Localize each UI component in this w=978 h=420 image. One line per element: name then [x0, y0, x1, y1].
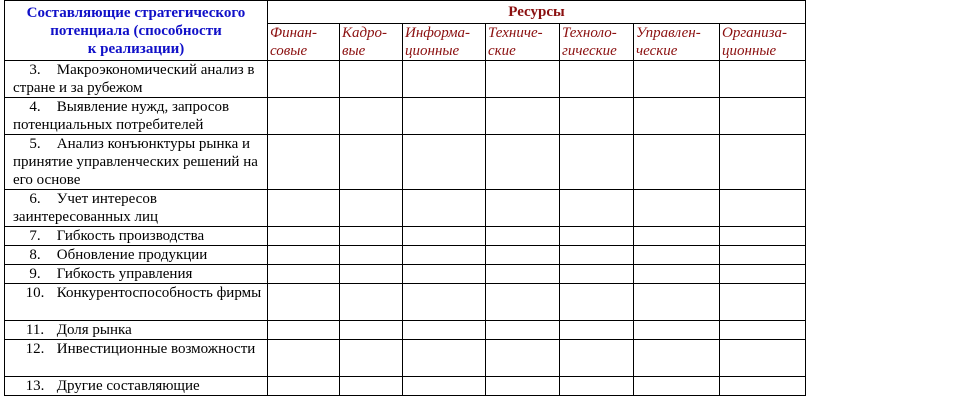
table-cell — [720, 284, 806, 321]
table-cell — [486, 135, 560, 190]
table-cell — [268, 265, 340, 284]
table-cell — [403, 246, 486, 265]
components-header-line1: Составляющие стратегического — [26, 4, 246, 21]
table-cell — [486, 284, 560, 321]
table-row — [5, 246, 806, 265]
table-cell — [486, 98, 560, 135]
table-cell — [560, 340, 634, 377]
table-cell — [403, 61, 486, 98]
resource-technological: Техноло- гические — [560, 24, 634, 61]
table-cell — [486, 321, 560, 340]
table-cell — [403, 98, 486, 135]
table-cell — [268, 227, 340, 246]
table-cell — [403, 227, 486, 246]
resource-information: Информа- ционные — [403, 24, 486, 61]
table-cell — [268, 190, 340, 227]
table-cell — [560, 227, 634, 246]
table-cell — [720, 340, 806, 377]
components-header — [5, 1, 268, 61]
table-cell — [720, 135, 806, 190]
components-header-line3: к реализации) — [87, 40, 185, 57]
table-cell — [560, 61, 634, 98]
table-cell — [268, 340, 340, 377]
table-cell — [486, 340, 560, 377]
table-cell — [268, 98, 340, 135]
table-cell — [720, 227, 806, 246]
table-cell — [340, 284, 403, 321]
row-label: 4. Выявление нужд, запросов потенциальных потребителей — [5, 98, 268, 135]
table-cell — [268, 284, 340, 321]
row-label: 6. Учет интересов заинтересованных лиц — [5, 190, 268, 227]
table-row — [5, 61, 806, 98]
table-cell — [560, 190, 634, 227]
table-cell — [720, 377, 806, 396]
table-cell — [634, 377, 720, 396]
resource-personnel: Кадро- вые — [340, 24, 403, 61]
table-row — [5, 284, 806, 321]
table-cell — [486, 190, 560, 227]
resource-technical: Техниче- ские — [486, 24, 560, 61]
resource-financial: Финан- совые — [268, 24, 340, 61]
table-cell — [560, 246, 634, 265]
table-cell — [720, 190, 806, 227]
table-cell — [340, 377, 403, 396]
table-cell — [403, 190, 486, 227]
table-cell — [634, 246, 720, 265]
table-row — [5, 135, 806, 190]
row-label: 13. Другие составляющие — [5, 377, 268, 396]
table-row — [5, 321, 806, 340]
table-cell — [340, 135, 403, 190]
table-cell — [486, 265, 560, 284]
table-cell — [486, 246, 560, 265]
table-cell — [268, 377, 340, 396]
strategic-potential-table — [4, 0, 806, 396]
resource-organizational: Организа- ционные — [720, 24, 806, 61]
table-cell — [634, 284, 720, 321]
row-label: 11. Доля рынка — [5, 321, 268, 340]
table-cell — [720, 98, 806, 135]
table-cell — [340, 61, 403, 98]
table-row — [5, 265, 806, 284]
table-row — [5, 98, 806, 135]
table-cell — [634, 190, 720, 227]
header-row-top — [5, 1, 806, 24]
table-row — [5, 377, 806, 396]
row-label: 12. Инвестиционные возможности — [5, 340, 268, 377]
resource-managerial: Управлен- ческие — [634, 24, 720, 61]
table-cell — [340, 98, 403, 135]
table-cell — [403, 377, 486, 396]
table-cell — [720, 265, 806, 284]
table-cell — [634, 321, 720, 340]
row-label: 7. Гибкость производства — [5, 227, 268, 246]
row-label: 9. Гибкость управления — [5, 265, 268, 284]
table-cell — [560, 135, 634, 190]
table-cell — [403, 340, 486, 377]
table-cell — [720, 321, 806, 340]
table-cell — [340, 190, 403, 227]
table-cell — [340, 321, 403, 340]
row-label: 8. Обновление продукции — [5, 246, 268, 265]
row-label: 5. Анализ конъюнктуры рынка и принятие управленческих решений на его основе — [5, 135, 268, 190]
resources-header: Ресурсы — [268, 1, 806, 24]
table-cell — [268, 246, 340, 265]
table-cell — [486, 61, 560, 98]
table-row — [5, 190, 806, 227]
table-cell — [560, 265, 634, 284]
table-cell — [634, 135, 720, 190]
table-cell — [403, 135, 486, 190]
table-cell — [268, 135, 340, 190]
table-cell — [720, 246, 806, 265]
table-row — [5, 227, 806, 246]
table-cell — [560, 377, 634, 396]
table-cell — [486, 227, 560, 246]
table-cell — [340, 246, 403, 265]
table-cell — [268, 321, 340, 340]
table-cell — [560, 321, 634, 340]
row-label: 3. Макроэкономический анализ в стране и за рубежом — [5, 61, 268, 98]
table-cell — [340, 227, 403, 246]
table-row — [5, 340, 806, 377]
table-cell — [634, 61, 720, 98]
table-cell — [268, 61, 340, 98]
table-cell — [560, 284, 634, 321]
table-cell — [403, 321, 486, 340]
table-cell — [720, 61, 806, 98]
table-cell — [486, 377, 560, 396]
table-cell — [403, 265, 486, 284]
table-cell — [340, 265, 403, 284]
row-label: 10. Конкурентоспособность фирмы — [5, 284, 268, 321]
table-cell — [340, 340, 403, 377]
table-cell — [403, 284, 486, 321]
table-cell — [560, 98, 634, 135]
table-cell — [634, 340, 720, 377]
table-cell — [634, 227, 720, 246]
table-cell — [634, 98, 720, 135]
components-header-line2: потенциала (способности — [50, 22, 222, 39]
table-cell — [634, 265, 720, 284]
